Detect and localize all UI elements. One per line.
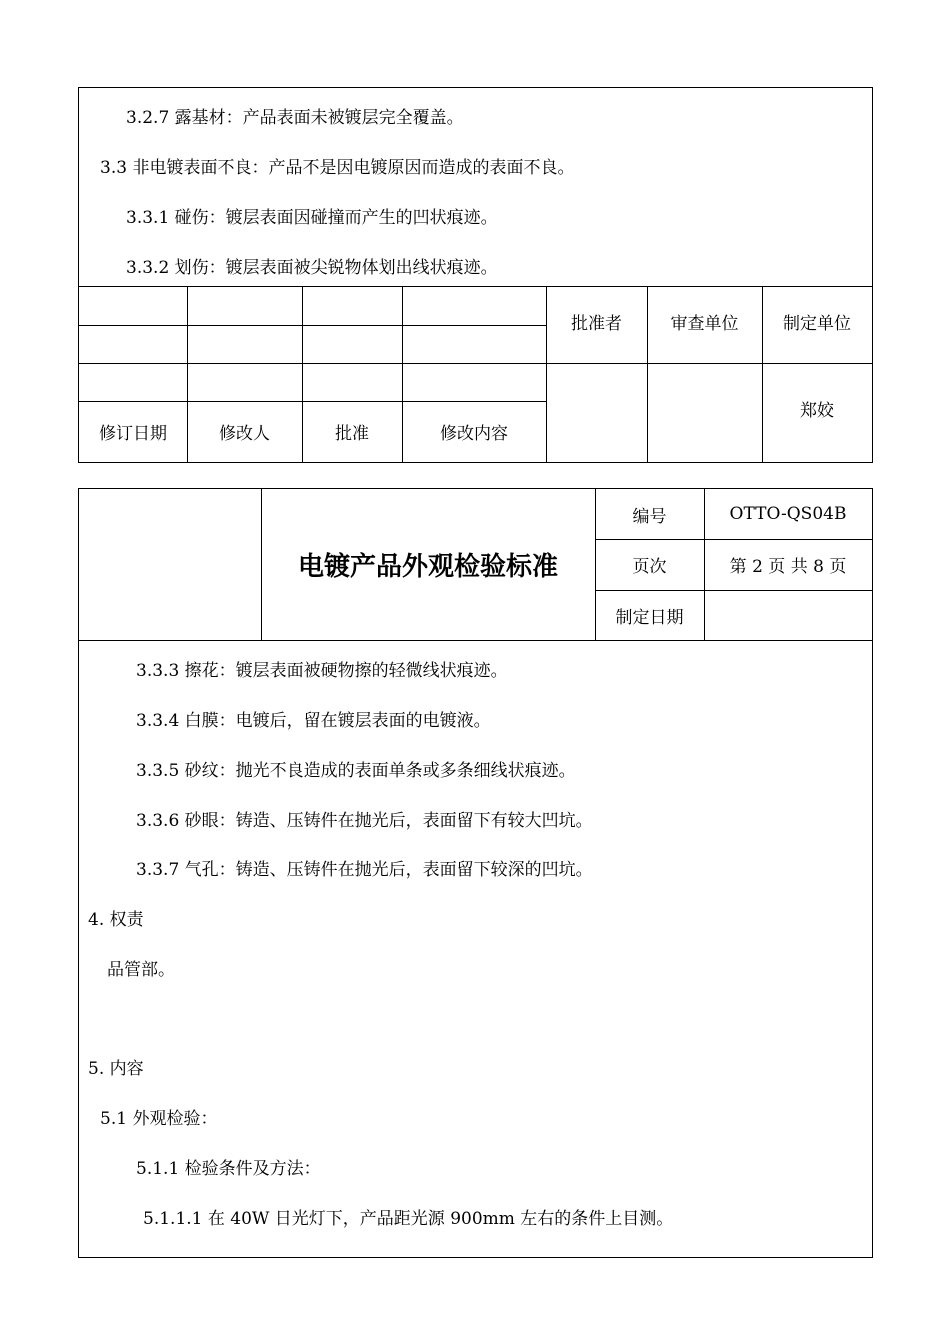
text-line: 3.3.2 划伤：镀层表面被尖锐物体划出线状痕迹。 (126, 258, 498, 278)
text-line: 品管部。 (107, 960, 175, 980)
text-line: 5.1.1.1 在 40W 日光灯下，产品距光源 900mm 左右的条件上目测。 (143, 1209, 674, 1229)
text-line: 3.3.1 碰伤：镀层表面因碰撞而产生的凹状痕迹。 (126, 208, 498, 228)
document-header (78, 488, 873, 641)
section-body-box (78, 640, 873, 1258)
number-value: OTTO-QS04B (729, 504, 847, 524)
section-heading: 4. 权责 (88, 910, 144, 930)
col-reviser: 修改人 (219, 424, 270, 444)
review-unit-label: 审查单位 (670, 313, 739, 334)
text-line: 3.2.7 露基材：产品表面未被镀层完全覆盖。 (126, 108, 464, 128)
text-line: 3.3.4 白膜：电镀后，留在镀层表面的电镀液。 (136, 711, 491, 731)
section-heading: 5. 内容 (88, 1059, 144, 1079)
page-label: 页次 (632, 557, 667, 577)
text-line: 3.3.5 砂纹：抛光不良造成的表面单条或多条细线状痕迹。 (136, 761, 576, 781)
making-unit-label: 制定单位 (783, 313, 851, 334)
revision-table (78, 286, 873, 463)
text-line: 3.3.7 气孔：铸造、压铸件在抛光后，表面留下较深的凹坑。 (136, 860, 593, 880)
text-line: 5.1 外观检验： (100, 1109, 218, 1129)
logo-area (79, 489, 261, 640)
section-top-box (78, 87, 873, 287)
number-label: 编号 (632, 506, 667, 527)
col-content: 修改内容 (440, 424, 508, 444)
date-value (704, 590, 872, 640)
text-line: 3.3.3 擦花：镀层表面被硬物擦的轻微线状痕迹。 (136, 661, 508, 681)
page-value: 第 2 页 共 8 页 (729, 557, 847, 577)
col-approve: 批准 (335, 424, 369, 444)
date-label: 制定日期 (615, 607, 684, 628)
text-line: 5.1.1 检验条件及方法： (136, 1159, 321, 1179)
text-line: 3.3.6 砂眼：铸造、压铸件在抛光后，表面留下有较大凹坑。 (136, 811, 593, 831)
approver-label: 批准者 (571, 313, 622, 334)
making-unit-value: 郑姣 (800, 400, 834, 421)
document-title: 电镀产品外观检验标准 (297, 552, 558, 582)
text-line: 3.3 非电镀表面不良：产品不是因电镀原因而造成的表面不良。 (100, 158, 575, 178)
col-revision-date: 修订日期 (99, 424, 167, 444)
